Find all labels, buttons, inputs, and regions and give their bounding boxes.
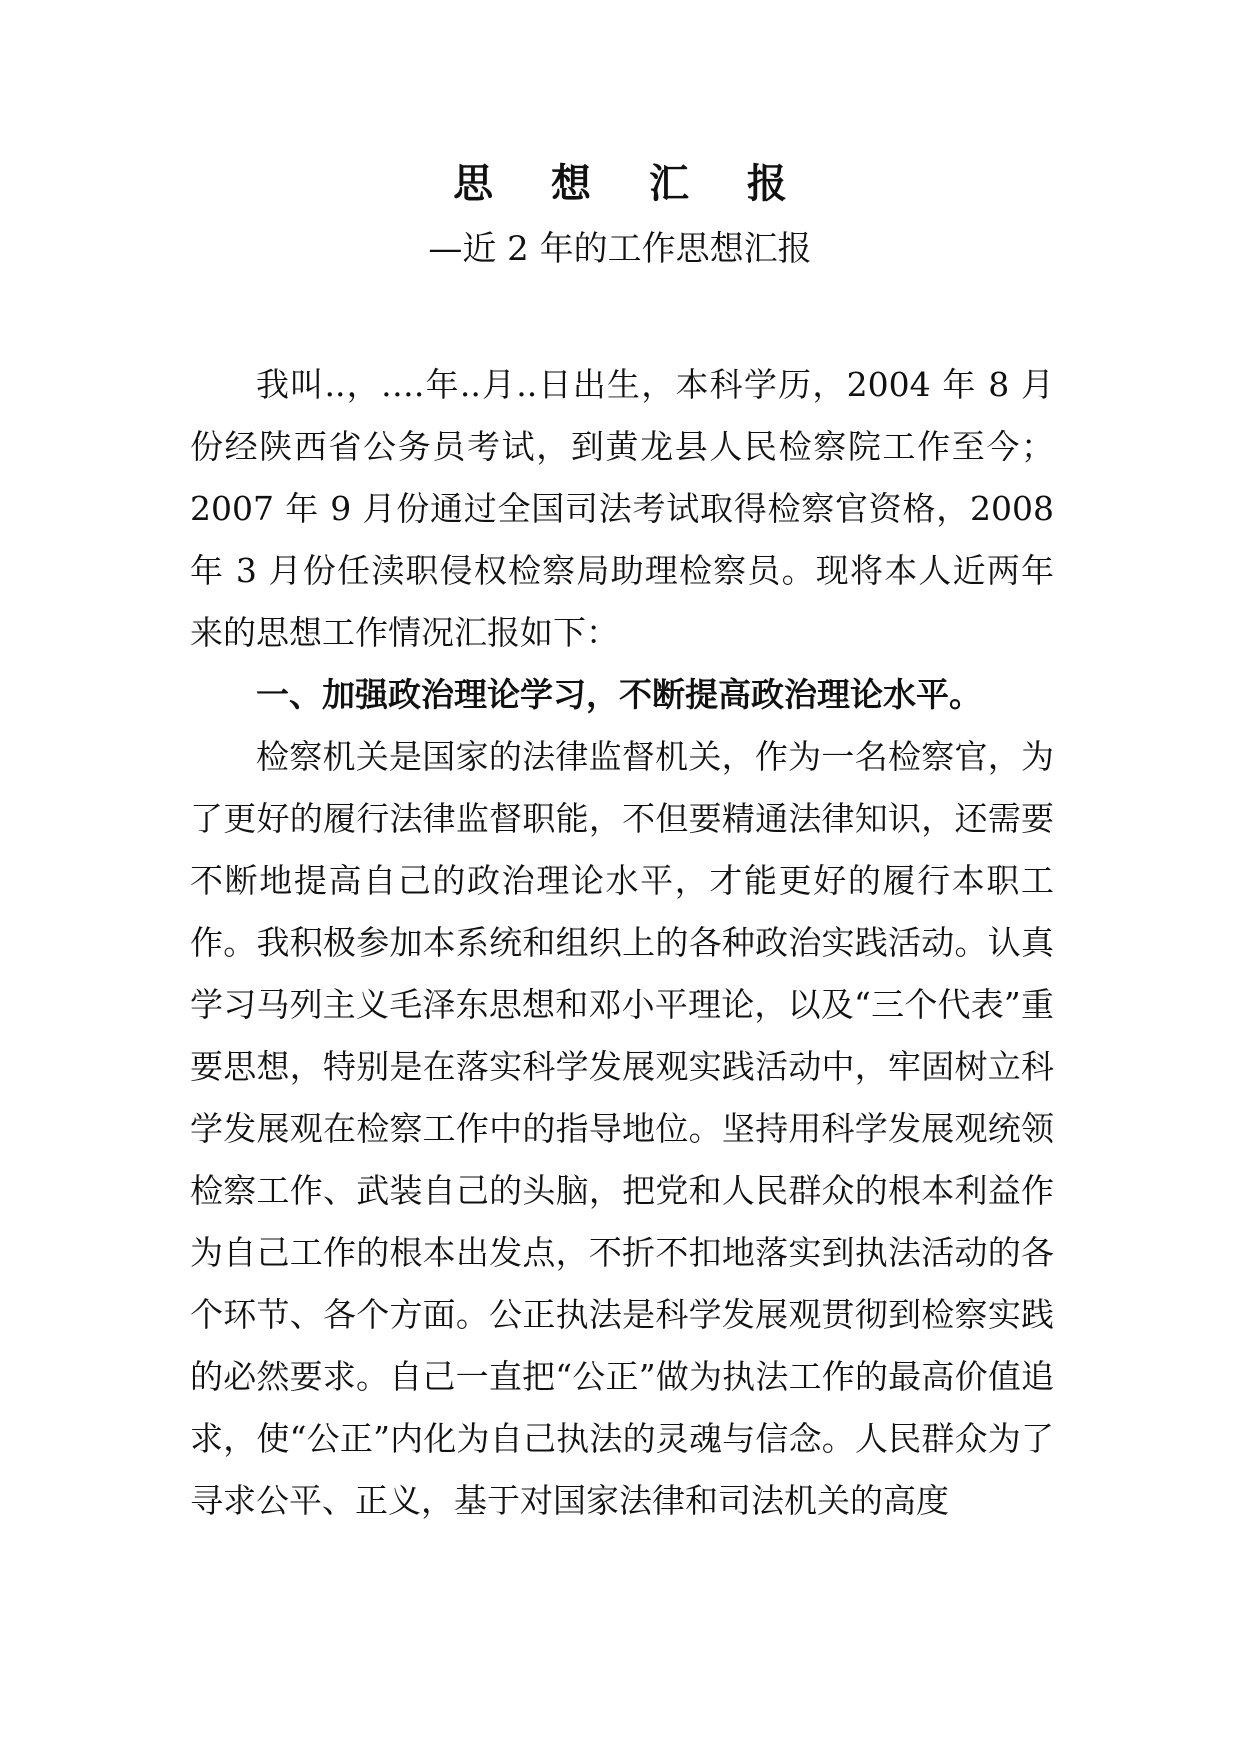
document-subtitle: —近 2 年的工作思想汇报 bbox=[428, 229, 812, 269]
paragraph-intro: 我叫..，….年..月..日出生，本科学历，2004 年 8 月份经陕西省公务员考试，到黄龙县人民检察院工作至今；2007 年 9 月份通过全国司法考试取得检察官资格，2008 年 3 月份任渎职侵权检察局助理检察员。现将本人近两年来的思想工作情况汇报如下： bbox=[190, 365, 1054, 652]
paragraph-1: 检察机关是国家的法律监督机关，作为一名检察官，为了更好的履行法律监督职能，不但要精通法律知识，还需要不断地提高自己的政治理论水平，才能更好的履行本职工作。我积极参加本系统和组织上的各种政治实践活动。认真学习马列主义毛泽东思想和邓小平理论，以及“三个代表”重要思想，特别是在落实科学发展观实践活动中，牢固树立科学发展观在检察工作中的指导地位。坚持用科学发展观统领检察工作、武装自己的头脑，把党和人民群众的根本利益作为自己工作的根本出发点，不折不扣地落实到执法活动的各个环节、各个方面。公正执法是科学发展观贯彻到检察实践的必然要求。自己一直把“公正”做为执法工作的最高价值追求，使“公正”内化为自己执法的灵魂与信念。人民群众为了寻求公平、正义，基于对国家法律和司法机关的高度 bbox=[190, 737, 1054, 1520]
section-heading-1: 一、加强政治理论学习，不断提高政治理论水平。 bbox=[256, 675, 982, 714]
document-title: 思 想 汇 报 bbox=[453, 160, 809, 207]
document-body bbox=[190, 354, 1054, 1532]
